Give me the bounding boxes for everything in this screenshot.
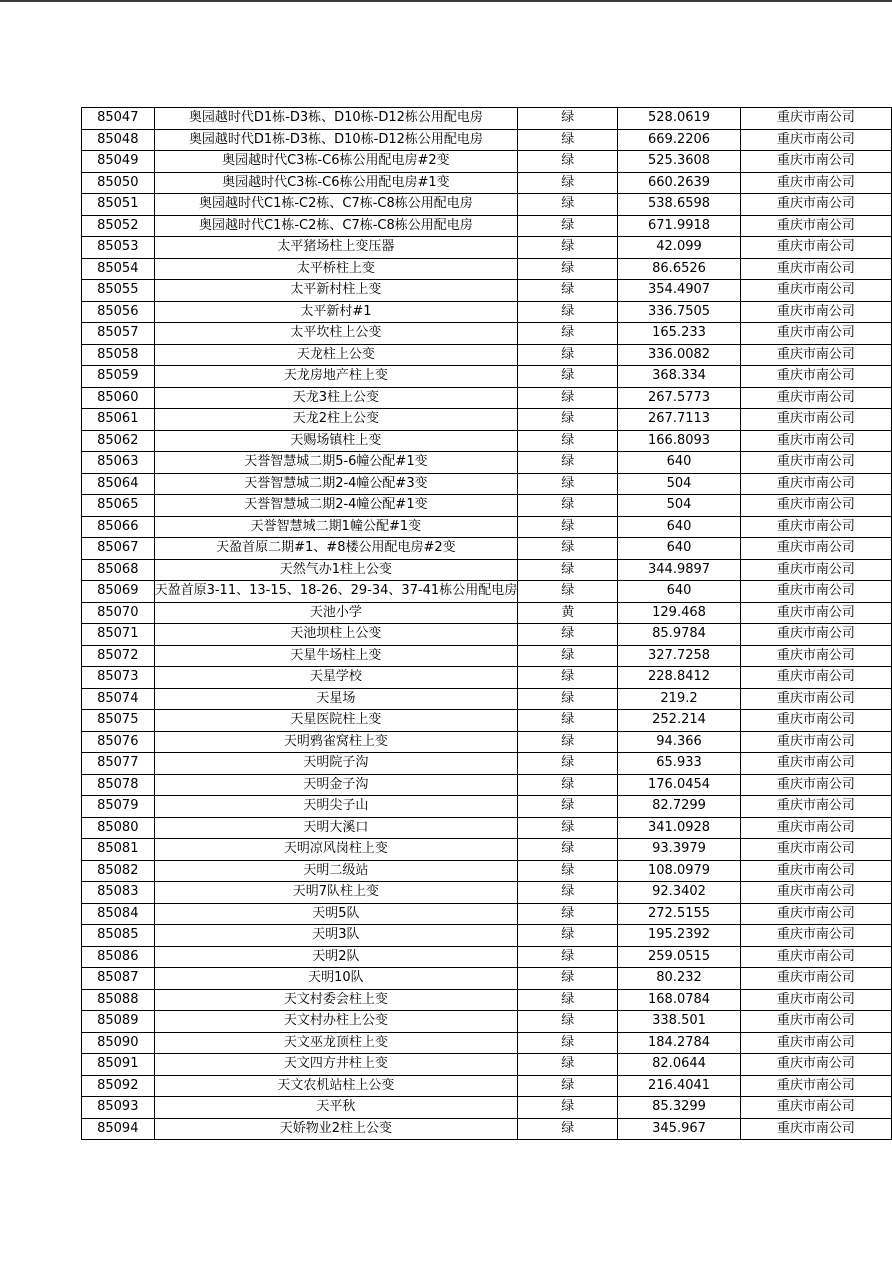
cell-org: 重庆市南公司 — [740, 473, 891, 495]
table-row — [82, 624, 892, 646]
cell-name: 天星牛场柱上变 — [154, 645, 518, 667]
table-row — [82, 194, 892, 216]
cell-value: 82.0644 — [618, 1054, 740, 1076]
cell-name: 天誉智慧城二期1幢公配#1变 — [154, 516, 518, 538]
cell-value: 671.9918 — [618, 215, 740, 237]
cell-id: 85047 — [82, 108, 155, 130]
cell-org: 重庆市南公司 — [740, 774, 891, 796]
cell-value: 267.7113 — [618, 409, 740, 431]
cell-level: 绿 — [518, 559, 618, 581]
cell-value: 327.7258 — [618, 645, 740, 667]
table-row — [82, 989, 892, 1011]
table-row — [82, 688, 892, 710]
table-row — [82, 774, 892, 796]
cell-level: 绿 — [518, 645, 618, 667]
cell-level: 绿 — [518, 731, 618, 753]
cell-level: 绿 — [518, 1011, 618, 1033]
cell-org: 重庆市南公司 — [740, 602, 891, 624]
cell-level: 黄 — [518, 602, 618, 624]
cell-value: 669.2206 — [618, 129, 740, 151]
table-row — [82, 409, 892, 431]
cell-name: 天星医院柱上变 — [154, 710, 518, 732]
cell-level: 绿 — [518, 624, 618, 646]
cell-name: 天龙柱上公变 — [154, 344, 518, 366]
table-row — [82, 473, 892, 495]
cell-org: 重庆市南公司 — [740, 387, 891, 409]
cell-org: 重庆市南公司 — [740, 516, 891, 538]
table-row — [82, 796, 892, 818]
cell-level: 绿 — [518, 1075, 618, 1097]
cell-id: 85091 — [82, 1054, 155, 1076]
table-row — [82, 387, 892, 409]
cell-org: 重庆市南公司 — [740, 344, 891, 366]
cell-name: 太平坎柱上公变 — [154, 323, 518, 345]
table-row — [82, 108, 892, 130]
cell-value: 252.214 — [618, 710, 740, 732]
cell-name: 天池坝柱上公变 — [154, 624, 518, 646]
cell-org: 重庆市南公司 — [740, 430, 891, 452]
cell-value: 86.6526 — [618, 258, 740, 280]
cell-org: 重庆市南公司 — [740, 1075, 891, 1097]
cell-level: 绿 — [518, 581, 618, 603]
cell-id: 85075 — [82, 710, 155, 732]
transformer-table — [81, 107, 892, 1140]
cell-value: 538.6598 — [618, 194, 740, 216]
cell-value: 176.0454 — [618, 774, 740, 796]
cell-org: 重庆市南公司 — [740, 796, 891, 818]
table-row — [82, 882, 892, 904]
cell-id: 85092 — [82, 1075, 155, 1097]
cell-name: 天明二级站 — [154, 860, 518, 882]
cell-name: 太平新村#1 — [154, 301, 518, 323]
cell-value: 93.3979 — [618, 839, 740, 861]
cell-name: 天赐场镇柱上变 — [154, 430, 518, 452]
cell-name: 奥园越时代C1栋-C2栋、C7栋-C8栋公用配电房 — [154, 215, 518, 237]
cell-value: 82.7299 — [618, 796, 740, 818]
cell-org: 重庆市南公司 — [740, 559, 891, 581]
cell-id: 85083 — [82, 882, 155, 904]
cell-id: 85073 — [82, 667, 155, 689]
table-row — [82, 1054, 892, 1076]
cell-org: 重庆市南公司 — [740, 194, 891, 216]
cell-org: 重庆市南公司 — [740, 839, 891, 861]
table-row — [82, 151, 892, 173]
cell-name: 奥园越时代D1栋-D3栋、D10栋-D12栋公用配电房 — [154, 108, 518, 130]
cell-id: 85056 — [82, 301, 155, 323]
cell-value: 640 — [618, 452, 740, 474]
table-row — [82, 645, 892, 667]
cell-name: 天明鸦雀窝柱上变 — [154, 731, 518, 753]
table-row — [82, 925, 892, 947]
cell-name: 天明凉风岗柱上变 — [154, 839, 518, 861]
cell-level: 绿 — [518, 473, 618, 495]
cell-id: 85090 — [82, 1032, 155, 1054]
table-row — [82, 1075, 892, 1097]
cell-level: 绿 — [518, 903, 618, 925]
cell-org: 重庆市南公司 — [740, 968, 891, 990]
cell-name: 天盈首原3-11、13-15、18-26、29-34、37-41栋公用配电房 — [154, 581, 518, 603]
cell-org: 重庆市南公司 — [740, 624, 891, 646]
table-row — [82, 237, 892, 259]
cell-id: 85071 — [82, 624, 155, 646]
cell-value: 85.3299 — [618, 1097, 740, 1119]
cell-level: 绿 — [518, 753, 618, 775]
table-row — [82, 344, 892, 366]
table-row — [82, 366, 892, 388]
cell-value: 94.366 — [618, 731, 740, 753]
table-row — [82, 731, 892, 753]
cell-name: 太平猪场柱上变压器 — [154, 237, 518, 259]
cell-name: 天明院子沟 — [154, 753, 518, 775]
cell-level: 绿 — [518, 409, 618, 431]
cell-id: 85067 — [82, 538, 155, 560]
cell-org: 重庆市南公司 — [740, 925, 891, 947]
cell-name: 天明2队 — [154, 946, 518, 968]
cell-org: 重庆市南公司 — [740, 409, 891, 431]
cell-value: 166.8093 — [618, 430, 740, 452]
cell-org: 重庆市南公司 — [740, 903, 891, 925]
cell-value: 195.2392 — [618, 925, 740, 947]
cell-level: 绿 — [518, 215, 618, 237]
cell-value: 640 — [618, 581, 740, 603]
cell-org: 重庆市南公司 — [740, 753, 891, 775]
cell-name: 天星学校 — [154, 667, 518, 689]
cell-level: 绿 — [518, 387, 618, 409]
cell-level: 绿 — [518, 151, 618, 173]
cell-id: 85076 — [82, 731, 155, 753]
cell-level: 绿 — [518, 344, 618, 366]
cell-value: 504 — [618, 473, 740, 495]
cell-org: 重庆市南公司 — [740, 581, 891, 603]
cell-value: 504 — [618, 495, 740, 517]
cell-level: 绿 — [518, 172, 618, 194]
cell-id: 85082 — [82, 860, 155, 882]
cell-id: 85051 — [82, 194, 155, 216]
cell-id: 85064 — [82, 473, 155, 495]
cell-name: 天文巫龙顶柱上变 — [154, 1032, 518, 1054]
cell-level: 绿 — [518, 495, 618, 517]
cell-value: 368.334 — [618, 366, 740, 388]
cell-level: 绿 — [518, 1054, 618, 1076]
cell-org: 重庆市南公司 — [740, 301, 891, 323]
cell-value: 42.099 — [618, 237, 740, 259]
cell-org: 重庆市南公司 — [740, 151, 891, 173]
cell-level: 绿 — [518, 796, 618, 818]
cell-level: 绿 — [518, 882, 618, 904]
table-row — [82, 903, 892, 925]
cell-name: 天明3队 — [154, 925, 518, 947]
table-row — [82, 516, 892, 538]
cell-id: 85077 — [82, 753, 155, 775]
table-row — [82, 301, 892, 323]
cell-name: 天明金子沟 — [154, 774, 518, 796]
cell-org: 重庆市南公司 — [740, 817, 891, 839]
cell-value: 228.8412 — [618, 667, 740, 689]
cell-value: 168.0784 — [618, 989, 740, 1011]
cell-value: 336.7505 — [618, 301, 740, 323]
cell-id: 85074 — [82, 688, 155, 710]
cell-level: 绿 — [518, 129, 618, 151]
cell-name: 天池小学 — [154, 602, 518, 624]
cell-level: 绿 — [518, 430, 618, 452]
cell-level: 绿 — [518, 839, 618, 861]
cell-id: 85089 — [82, 1011, 155, 1033]
cell-name: 天明大溪口 — [154, 817, 518, 839]
cell-id: 85078 — [82, 774, 155, 796]
cell-org: 重庆市南公司 — [740, 1032, 891, 1054]
cell-value: 341.0928 — [618, 817, 740, 839]
cell-name: 天文村委会柱上变 — [154, 989, 518, 1011]
table-row — [82, 667, 892, 689]
table-row — [82, 215, 892, 237]
cell-id: 85057 — [82, 323, 155, 345]
cell-level: 绿 — [518, 280, 618, 302]
cell-value: 344.9897 — [618, 559, 740, 581]
cell-name: 天文村办柱上公变 — [154, 1011, 518, 1033]
cell-id: 85054 — [82, 258, 155, 280]
cell-value: 660.2639 — [618, 172, 740, 194]
cell-value: 129.468 — [618, 602, 740, 624]
cell-level: 绿 — [518, 1032, 618, 1054]
cell-value: 336.0082 — [618, 344, 740, 366]
cell-org: 重庆市南公司 — [740, 215, 891, 237]
cell-id: 85048 — [82, 129, 155, 151]
cell-value: 354.4907 — [618, 280, 740, 302]
table-row — [82, 581, 892, 603]
cell-id: 85066 — [82, 516, 155, 538]
table-row — [82, 1032, 892, 1054]
cell-org: 重庆市南公司 — [740, 172, 891, 194]
cell-id: 85080 — [82, 817, 155, 839]
cell-org: 重庆市南公司 — [740, 280, 891, 302]
cell-name: 奥园越时代C3栋-C6栋公用配电房#1变 — [154, 172, 518, 194]
table-row — [82, 323, 892, 345]
cell-name: 天誉智慧城二期5-6幢公配#1变 — [154, 452, 518, 474]
cell-name: 天明7队柱上变 — [154, 882, 518, 904]
cell-id: 85088 — [82, 989, 155, 1011]
cell-id: 85087 — [82, 968, 155, 990]
cell-level: 绿 — [518, 323, 618, 345]
cell-org: 重庆市南公司 — [740, 989, 891, 1011]
cell-name: 天誉智慧城二期2-4幢公配#1变 — [154, 495, 518, 517]
cell-org: 重庆市南公司 — [740, 731, 891, 753]
cell-level: 绿 — [518, 258, 618, 280]
cell-name: 天龙3柱上公变 — [154, 387, 518, 409]
cell-id: 85060 — [82, 387, 155, 409]
table-row — [82, 172, 892, 194]
cell-value: 80.232 — [618, 968, 740, 990]
table-row — [82, 946, 892, 968]
cell-value: 216.4041 — [618, 1075, 740, 1097]
cell-id: 85081 — [82, 839, 155, 861]
cell-id: 85062 — [82, 430, 155, 452]
table-row — [82, 968, 892, 990]
cell-level: 绿 — [518, 774, 618, 796]
cell-level: 绿 — [518, 366, 618, 388]
page-top-border — [0, 0, 892, 2]
cell-value: 338.501 — [618, 1011, 740, 1033]
cell-id: 85049 — [82, 151, 155, 173]
cell-org: 重庆市南公司 — [740, 108, 891, 130]
cell-id: 85061 — [82, 409, 155, 431]
cell-org: 重庆市南公司 — [740, 258, 891, 280]
cell-level: 绿 — [518, 968, 618, 990]
cell-value: 525.3608 — [618, 151, 740, 173]
cell-org: 重庆市南公司 — [740, 1118, 891, 1140]
cell-id: 85058 — [82, 344, 155, 366]
cell-org: 重庆市南公司 — [740, 688, 891, 710]
cell-value: 219.2 — [618, 688, 740, 710]
cell-org: 重庆市南公司 — [740, 860, 891, 882]
cell-value: 92.3402 — [618, 882, 740, 904]
table-row — [82, 602, 892, 624]
cell-org: 重庆市南公司 — [740, 1011, 891, 1033]
cell-level: 绿 — [518, 925, 618, 947]
table-row — [82, 538, 892, 560]
cell-id: 85093 — [82, 1097, 155, 1119]
cell-org: 重庆市南公司 — [740, 538, 891, 560]
cell-value: 108.0979 — [618, 860, 740, 882]
cell-org: 重庆市南公司 — [740, 323, 891, 345]
cell-value: 640 — [618, 516, 740, 538]
table-row — [82, 129, 892, 151]
cell-name: 太平桥柱上变 — [154, 258, 518, 280]
table-row — [82, 1097, 892, 1119]
cell-level: 绿 — [518, 1118, 618, 1140]
cell-level: 绿 — [518, 688, 618, 710]
cell-name: 天星场 — [154, 688, 518, 710]
cell-level: 绿 — [518, 194, 618, 216]
cell-name: 天文农机站柱上公变 — [154, 1075, 518, 1097]
table-row — [82, 1011, 892, 1033]
cell-level: 绿 — [518, 946, 618, 968]
cell-name: 天龙2柱上公变 — [154, 409, 518, 431]
cell-level: 绿 — [518, 538, 618, 560]
cell-name: 天明10队 — [154, 968, 518, 990]
cell-value: 528.0619 — [618, 108, 740, 130]
cell-org: 重庆市南公司 — [740, 1097, 891, 1119]
table-row — [82, 430, 892, 452]
table-row — [82, 839, 892, 861]
table-row — [82, 280, 892, 302]
cell-id: 85055 — [82, 280, 155, 302]
cell-name: 天娇物业2柱上公变 — [154, 1118, 518, 1140]
cell-id: 85094 — [82, 1118, 155, 1140]
cell-id: 85065 — [82, 495, 155, 517]
cell-id: 85069 — [82, 581, 155, 603]
table-row — [82, 817, 892, 839]
cell-org: 重庆市南公司 — [740, 882, 891, 904]
table-row — [82, 710, 892, 732]
cell-id: 85053 — [82, 237, 155, 259]
table-row — [82, 559, 892, 581]
cell-name: 天平秋 — [154, 1097, 518, 1119]
cell-name: 太平新村柱上变 — [154, 280, 518, 302]
cell-org: 重庆市南公司 — [740, 1054, 891, 1076]
cell-level: 绿 — [518, 237, 618, 259]
cell-id: 85084 — [82, 903, 155, 925]
cell-name: 天文四方井柱上变 — [154, 1054, 518, 1076]
cell-id: 85085 — [82, 925, 155, 947]
cell-org: 重庆市南公司 — [740, 495, 891, 517]
cell-org: 重庆市南公司 — [740, 366, 891, 388]
cell-org: 重庆市南公司 — [740, 946, 891, 968]
cell-level: 绿 — [518, 989, 618, 1011]
cell-value: 640 — [618, 538, 740, 560]
cell-name: 奥园越时代D1栋-D3栋、D10栋-D12栋公用配电房 — [154, 129, 518, 151]
cell-id: 85072 — [82, 645, 155, 667]
table-row — [82, 860, 892, 882]
cell-id: 85079 — [82, 796, 155, 818]
cell-value: 65.933 — [618, 753, 740, 775]
cell-name: 天誉智慧城二期2-4幢公配#3变 — [154, 473, 518, 495]
cell-id: 85086 — [82, 946, 155, 968]
cell-value: 85.9784 — [618, 624, 740, 646]
cell-name: 天然气办1柱上公变 — [154, 559, 518, 581]
cell-level: 绿 — [518, 710, 618, 732]
cell-level: 绿 — [518, 108, 618, 130]
cell-id: 85063 — [82, 452, 155, 474]
cell-id: 85050 — [82, 172, 155, 194]
cell-name: 天盈首原二期#1、#8楼公用配电房#2变 — [154, 538, 518, 560]
cell-level: 绿 — [518, 860, 618, 882]
table-row — [82, 753, 892, 775]
cell-name: 奥园越时代C3栋-C6栋公用配电房#2变 — [154, 151, 518, 173]
cell-level: 绿 — [518, 817, 618, 839]
cell-level: 绿 — [518, 1097, 618, 1119]
cell-name: 天龙房地产柱上变 — [154, 366, 518, 388]
cell-level: 绿 — [518, 667, 618, 689]
cell-id: 85068 — [82, 559, 155, 581]
table-row — [82, 258, 892, 280]
cell-org: 重庆市南公司 — [740, 645, 891, 667]
cell-id: 85059 — [82, 366, 155, 388]
cell-name: 天明尖子山 — [154, 796, 518, 818]
table-row — [82, 1118, 892, 1140]
cell-level: 绿 — [518, 452, 618, 474]
cell-level: 绿 — [518, 516, 618, 538]
cell-name: 奥园越时代C1栋-C2栋、C7栋-C8栋公用配电房 — [154, 194, 518, 216]
table-row — [82, 452, 892, 474]
cell-org: 重庆市南公司 — [740, 452, 891, 474]
table-body — [82, 108, 892, 1140]
cell-value: 259.0515 — [618, 946, 740, 968]
cell-value: 272.5155 — [618, 903, 740, 925]
cell-org: 重庆市南公司 — [740, 237, 891, 259]
cell-value: 345.967 — [618, 1118, 740, 1140]
cell-name: 天明5队 — [154, 903, 518, 925]
cell-id: 85052 — [82, 215, 155, 237]
cell-id: 85070 — [82, 602, 155, 624]
cell-level: 绿 — [518, 301, 618, 323]
cell-value: 184.2784 — [618, 1032, 740, 1054]
table-row — [82, 495, 892, 517]
cell-org: 重庆市南公司 — [740, 129, 891, 151]
cell-value: 165.233 — [618, 323, 740, 345]
cell-value: 267.5773 — [618, 387, 740, 409]
cell-org: 重庆市南公司 — [740, 710, 891, 732]
cell-org: 重庆市南公司 — [740, 667, 891, 689]
